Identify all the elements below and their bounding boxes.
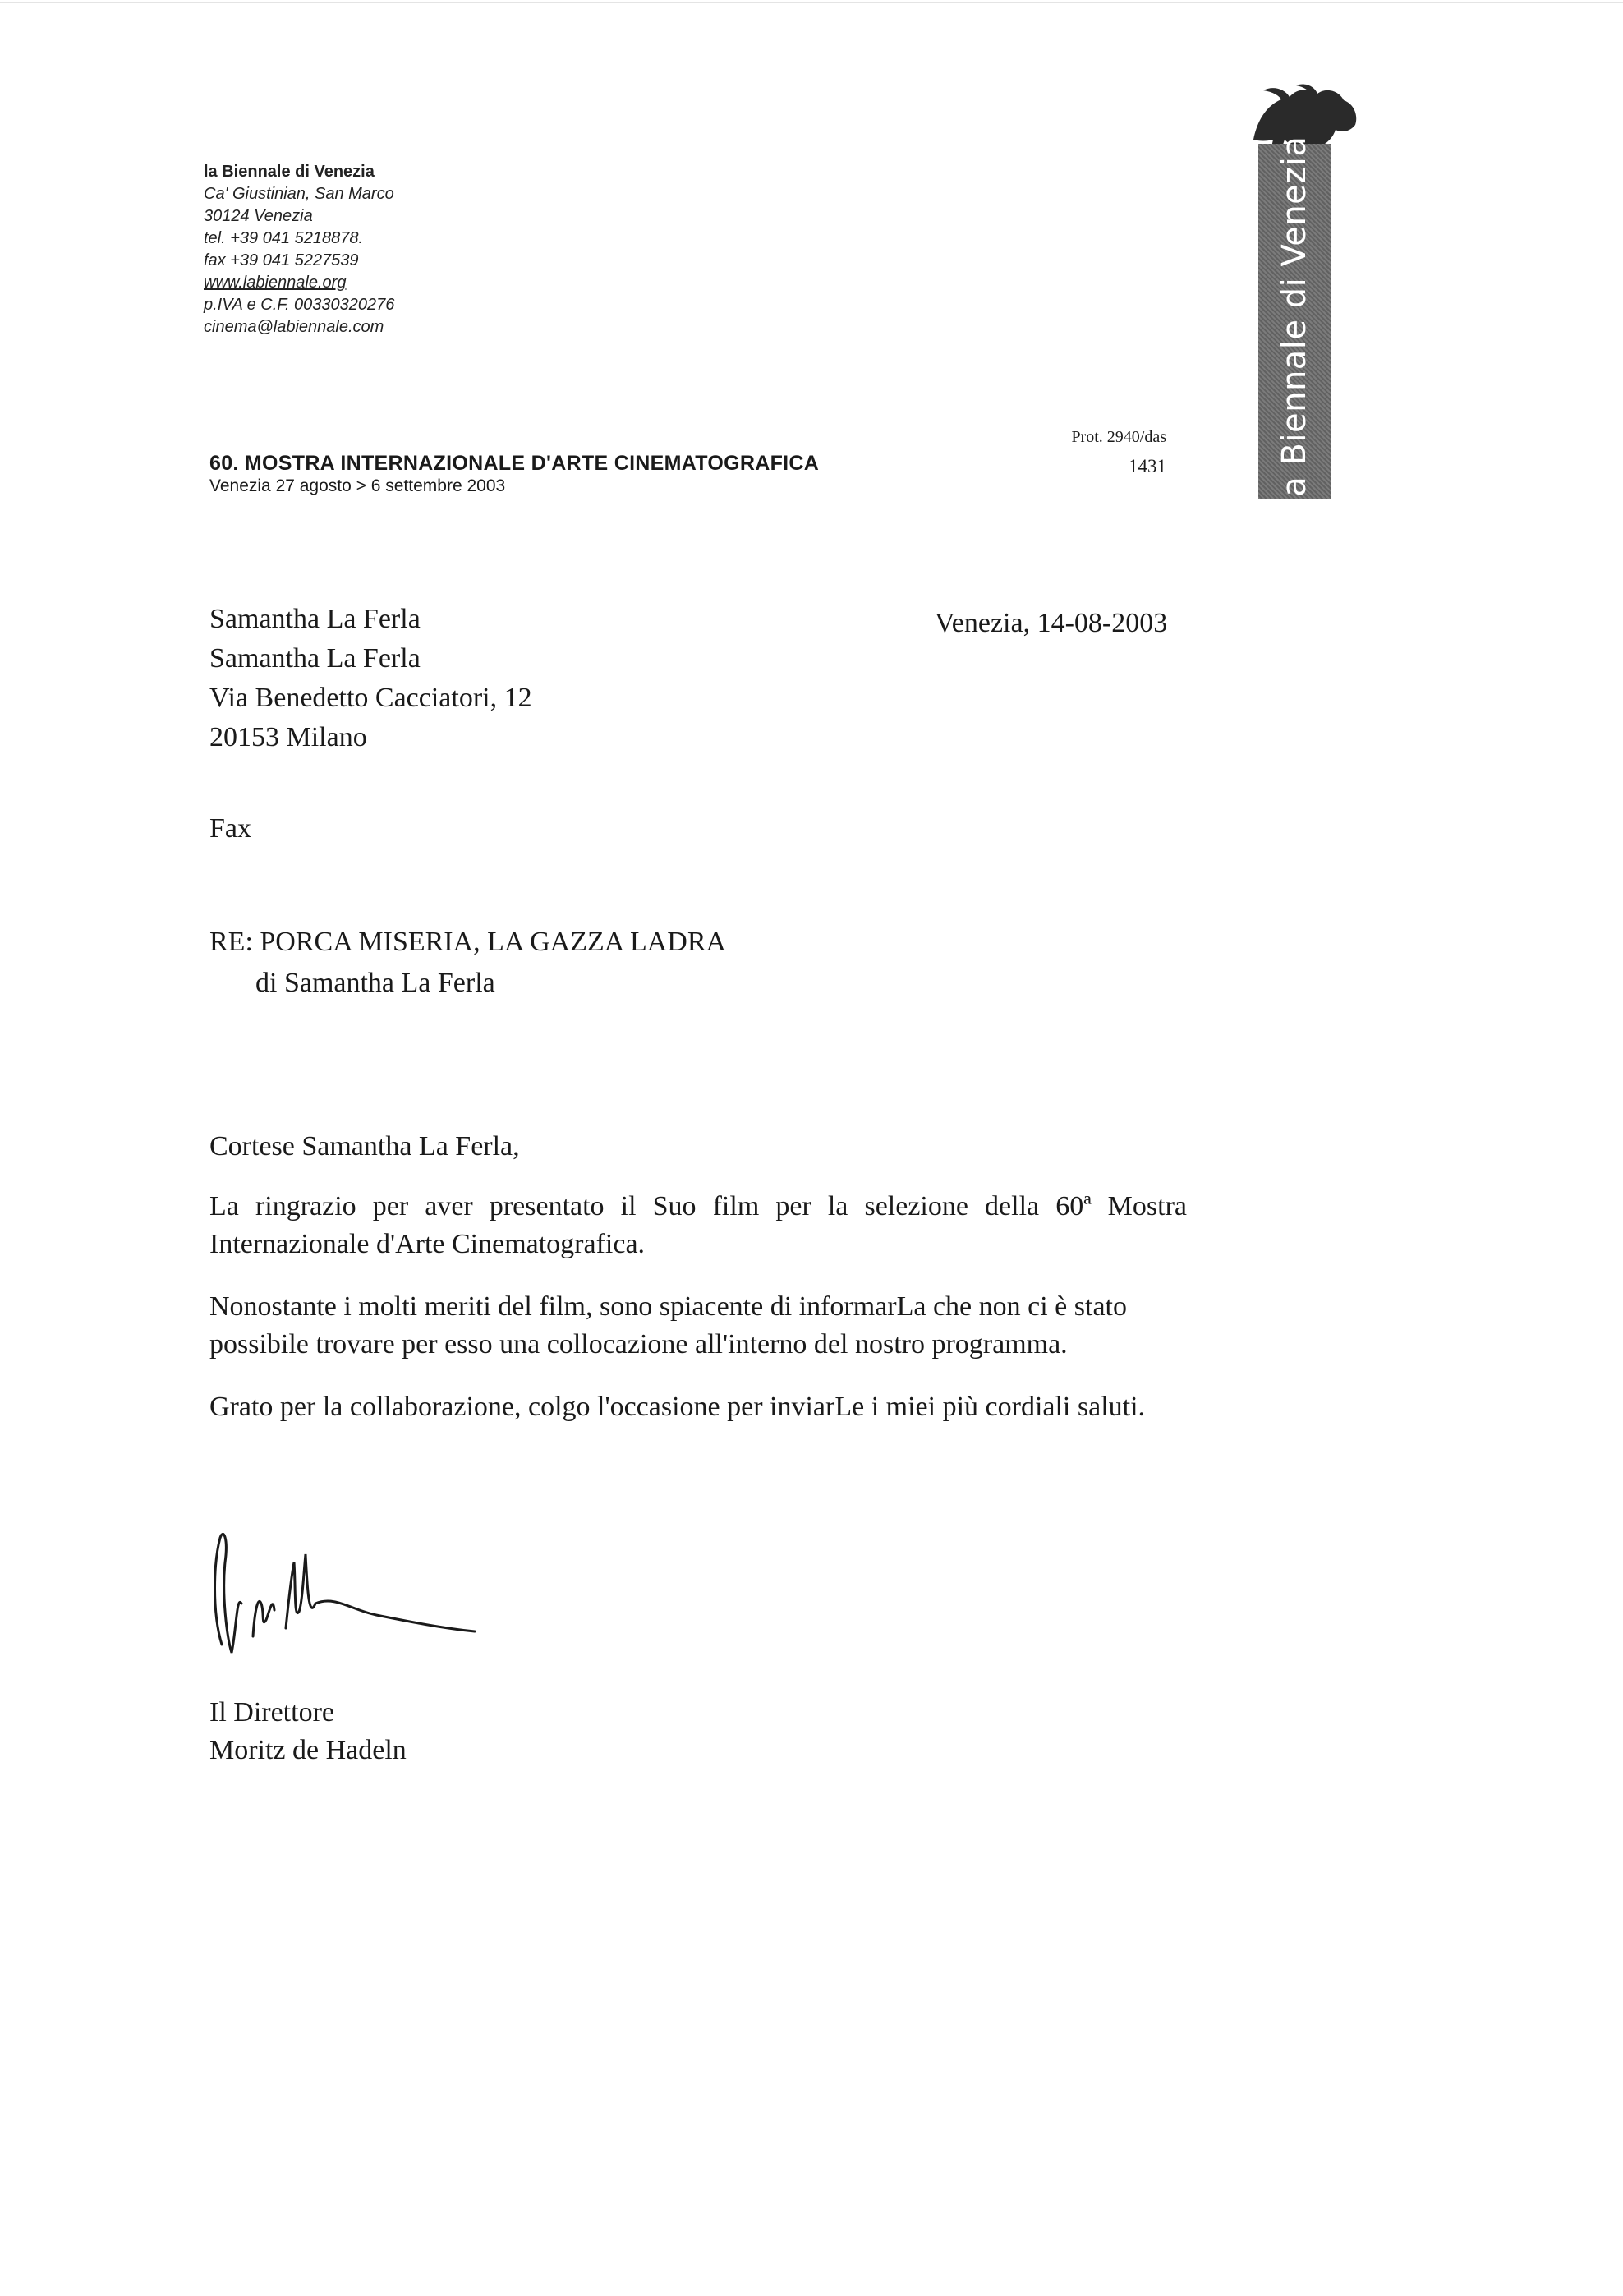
delivery-method: Fax	[209, 813, 251, 844]
sender-org: la Biennale di Venezia	[204, 163, 375, 181]
protocol-line-1: Prot. 2940/das	[1071, 428, 1166, 446]
paragraph-1: La ringrazio per aver presentato il Suo film per la selezione della 60ª Mostra Internazionale d'Arte Cinematografica.	[209, 1191, 1187, 1259]
logo-text: la Biennale di Venezia	[1276, 136, 1313, 507]
paragraph-2: Nonostante i molti meriti del film, sono spiacente di informarLa che non ci è stato possibile trovare per esso una collocazione all'interno del nostro programma.	[209, 1291, 1127, 1360]
sender-address-1: Ca' Giustinian, San Marco	[204, 185, 394, 203]
subject-line-1: RE: PORCA MISERIA, LA GAZZA LADRA	[209, 927, 727, 957]
scan-edge-line	[0, 2, 1623, 3]
signoff-block	[209, 1694, 407, 1769]
sender-email: cinema@labiennale.com	[204, 318, 384, 336]
sender-address-2: 30124 Venezia	[204, 207, 313, 225]
protocol-number	[1060, 422, 1166, 481]
subject-line-2: di Samantha La Ferla	[255, 968, 495, 998]
sender-website: www.labiennale.org	[204, 274, 347, 292]
salutation: Cortese Samantha La Ferla,	[209, 1131, 520, 1162]
subject-block	[209, 922, 726, 1004]
recipient-line-1: Samantha La Ferla	[209, 604, 421, 634]
festival-header	[209, 452, 819, 496]
biennale-logo-bar	[1258, 136, 1331, 507]
paragraph-3: Grato per la collaborazione, colgo l'occasione per inviarLe i miei più cordiali saluti.	[209, 1392, 1146, 1422]
recipient-line-4: 20153 Milano	[209, 722, 367, 752]
festival-dates: Venezia 27 agosto > 6 settembre 2003	[209, 476, 506, 495]
sender-tel: tel. +39 041 5218878.	[204, 229, 364, 247]
sender-block	[204, 161, 394, 338]
signature	[204, 1513, 483, 1677]
festival-title: 60. MOSTRA INTERNAZIONALE D'ARTE CINEMATOGRAFICA	[209, 452, 820, 475]
recipient-address	[209, 600, 532, 757]
sender-vat: p.IVA e C.F. 00330320276	[204, 296, 395, 314]
letter-date: Venezia, 14-08-2003	[935, 608, 1168, 638]
sender-fax: fax +39 041 5227539	[204, 251, 359, 269]
signoff-role: Il Direttore	[209, 1697, 334, 1728]
protocol-line-2: 1431	[1129, 456, 1166, 476]
recipient-line-3: Via Benedetto Cacciatori, 12	[209, 683, 532, 713]
recipient-line-2: Samantha La Ferla	[209, 643, 421, 674]
signoff-name: Moritz de Hadeln	[209, 1735, 407, 1765]
